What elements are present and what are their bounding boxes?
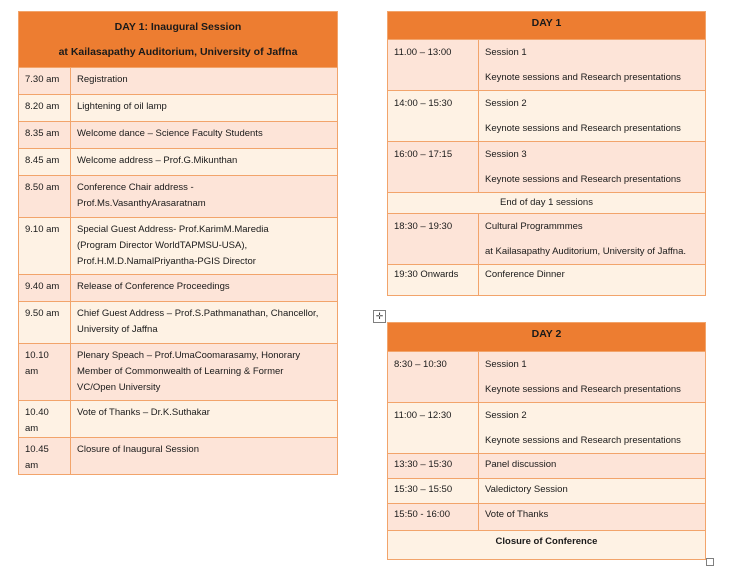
table-row	[388, 403, 706, 454]
event-cell: Conference Dinner	[479, 265, 706, 296]
event-cell: Valedictory Session	[479, 479, 706, 504]
time-cell: 18:30 – 19:30	[388, 214, 479, 265]
event-cell: Session 2 Keynote sessions and Research presentations	[479, 91, 706, 142]
event-cell: Registration	[71, 68, 338, 95]
inaugural-header	[19, 12, 338, 68]
event-cell: Vote of Thanks	[479, 504, 706, 531]
table-row	[388, 352, 706, 403]
table-row	[19, 176, 338, 218]
time-cell: 11:00 – 12:30	[388, 403, 479, 454]
table-row	[388, 504, 706, 531]
time-cell: 19:30 Onwards	[388, 265, 479, 296]
table-row	[388, 454, 706, 479]
day2-table	[387, 322, 706, 560]
resize-handle[interactable]	[706, 558, 714, 566]
inaugural-venue: at Kailasapathy Auditorium, University of Jaffna	[58, 46, 298, 58]
event-cell: Conference Chair address - Prof.Ms.VasanthyArasaratnam	[71, 176, 338, 218]
day1-table	[387, 11, 706, 296]
time-cell: 16:00 – 17:15	[388, 142, 479, 193]
table-row	[19, 344, 338, 401]
table-row	[19, 122, 338, 149]
table-row	[388, 142, 706, 193]
table-row	[388, 91, 706, 142]
event-cell: Welcome dance – Science Faculty Students	[71, 122, 338, 149]
move-icon[interactable]: ✛	[373, 310, 386, 323]
time-cell: 15:30 – 15:50	[388, 479, 479, 504]
day2-header: DAY 2	[388, 323, 706, 352]
table-row	[19, 438, 338, 475]
time-cell: 9.40 am	[19, 275, 71, 302]
time-cell: 7.30 am	[19, 68, 71, 95]
time-cell: 8.20 am	[19, 95, 71, 122]
event-cell: Session 1 Keynote sessions and Research presentations	[479, 40, 706, 91]
event-cell: Welcome address – Prof.G.Mikunthan	[71, 149, 338, 176]
table-row	[388, 193, 706, 214]
time-cell: 9.10 am	[19, 218, 71, 275]
time-cell: 9.50 am	[19, 302, 71, 344]
closure-note: Closure of Conference	[388, 531, 706, 560]
time-cell: 8.50 am	[19, 176, 71, 218]
event-cell: Session 3 Keynote sessions and Research presentations	[479, 142, 706, 193]
event-cell: Special Guest Address- Prof.KarimM.Maredia (Program Director WorldTAPMSU-USA), Prof.H.M.D.NamalPriyantha-PGIS Director	[71, 218, 338, 275]
time-cell: 11.00 – 13:00	[388, 40, 479, 91]
table-row	[388, 265, 706, 296]
time-cell: 8.35 am	[19, 122, 71, 149]
event-cell: Panel discussion	[479, 454, 706, 479]
day1-header: DAY 1	[388, 12, 706, 40]
end-of-day-note: End of day 1 sessions	[388, 193, 706, 214]
event-cell: Session 2 Keynote sessions and Research presentations	[479, 403, 706, 454]
time-cell: 8.45 am	[19, 149, 71, 176]
table-row	[19, 218, 338, 275]
time-cell: 15:50 - 16:00	[388, 504, 479, 531]
table-row	[388, 531, 706, 560]
table-row	[19, 401, 338, 438]
event-cell: Plenary Speach – Prof.UmaCoomarasamy, Honorary Member of Commonwealth of Learning & Former VC/Open University	[71, 344, 338, 401]
time-cell: 8:30 – 10:30	[388, 352, 479, 403]
inaugural-session-table	[18, 11, 338, 475]
time-cell: 10.40 am	[19, 401, 71, 438]
time-cell: 10.45 am	[19, 438, 71, 475]
time-cell: 14:00 – 15:30	[388, 91, 479, 142]
table-row	[388, 479, 706, 504]
table-row	[19, 95, 338, 122]
event-cell: Release of Conference Proceedings	[71, 275, 338, 302]
event-cell: Vote of Thanks – Dr.K.Suthakar	[71, 401, 338, 438]
time-cell: 13:30 – 15:30	[388, 454, 479, 479]
inaugural-title: DAY 1: Inaugural Session	[114, 21, 242, 33]
event-cell: Chief Guest Address – Prof.S.Pathmanathan, Chancellor, University of Jaffna	[71, 302, 338, 344]
event-cell: Closure of Inaugural Session	[71, 438, 338, 475]
event-cell: Cultural Programmmes at Kailasapathy Auditorium, University of Jaffna.	[479, 214, 706, 265]
table-row	[388, 214, 706, 265]
table-row	[19, 68, 338, 95]
table-row	[19, 275, 338, 302]
event-cell: Lightening of oil lamp	[71, 95, 338, 122]
table-row	[19, 149, 338, 176]
table-row	[388, 40, 706, 91]
time-cell: 10.10 am	[19, 344, 71, 401]
table-row	[19, 302, 338, 344]
event-cell: Session 1 Keynote sessions and Research presentations	[479, 352, 706, 403]
